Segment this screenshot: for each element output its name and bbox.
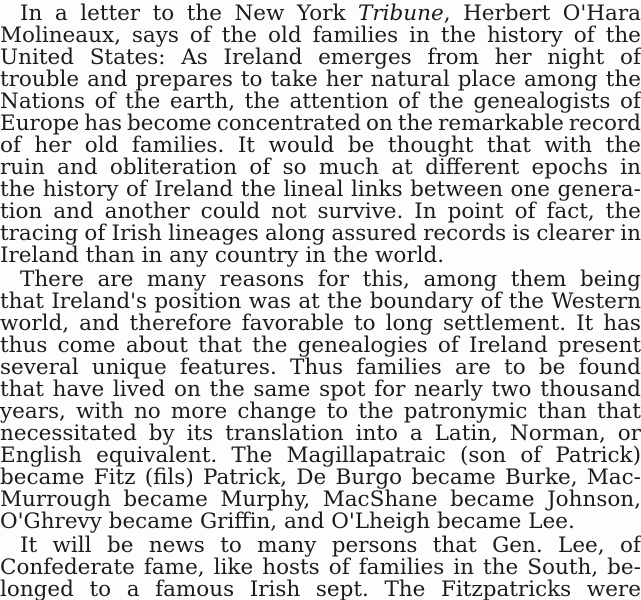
word: It [20,533,38,558]
word: several [0,355,79,380]
word: the [186,1,222,26]
word: letter [80,1,141,26]
word: Ireland [223,45,303,70]
word: Nations [0,89,85,114]
word: could [200,199,261,224]
word: patronymic [403,399,528,424]
word: remarkable [438,111,564,136]
word: another [104,199,190,224]
word: South, [527,555,599,580]
word: different [425,155,520,180]
word: Tribune, [358,1,451,26]
word: Latin, [434,421,498,446]
word: to [89,577,112,600]
word: has [84,111,122,136]
word: history [487,23,563,48]
text-line-last: Ireland than in any country in the world. [0,243,445,268]
word: same [253,377,311,402]
word: that [0,289,44,314]
word: genealogists [473,89,611,114]
word: have [52,377,105,402]
word: this, [362,267,410,292]
word: between [410,177,503,202]
word: old [84,133,119,158]
word: thought [387,133,474,158]
word: many [257,533,317,558]
word: of [249,155,271,180]
word: emerges [318,45,412,70]
word: change [237,399,317,424]
word: survive. [317,199,404,224]
word: were [586,577,641,600]
word: Europe [0,111,80,136]
word: at [391,155,413,180]
word: the [244,89,280,114]
word: the [209,377,245,402]
word: In [414,199,437,224]
word: the [440,23,477,48]
word: trouble [0,67,80,92]
word: about [125,333,188,358]
word: boundary [369,289,474,314]
word: night [547,45,605,70]
word: attention [289,89,389,114]
word: be [347,133,375,158]
word: the [605,133,641,158]
word: is [512,221,531,246]
word: her [494,45,532,70]
word: prepares [135,67,233,92]
word: not [271,199,307,224]
word: The [231,443,273,468]
word: present [557,333,641,358]
word: found [578,355,641,380]
word: of [520,443,542,468]
word: the [221,23,258,48]
word: became [411,465,496,490]
word: Patrick, [202,465,287,490]
word: to [354,311,376,336]
word: famous [155,577,235,600]
word: that [198,333,243,358]
word: of [619,89,641,114]
word: was [248,289,291,314]
word: settlement. [443,311,567,336]
word: Ireland [468,333,548,358]
text-line-last: O'Ghrevy became Griffin, and O'Lheigh became Lee. [0,509,575,534]
word: record [568,111,641,136]
word: Irish [249,577,301,600]
word: epochs [531,155,608,180]
word: Thus [289,355,344,380]
word: necessitated [0,421,137,446]
word: into [355,421,398,446]
word: The [384,577,426,600]
word: by [148,421,175,446]
word: Confederate [0,555,135,580]
word: fame, [143,555,205,580]
word: history [42,177,119,202]
word: be- [607,555,641,580]
word: New [234,1,285,26]
word: one [510,177,550,202]
word: at [298,289,320,314]
word: be [106,533,134,558]
word: of [94,89,116,114]
word: tion [0,199,43,224]
word: a [409,421,423,446]
word: assured [331,221,417,246]
word: the [240,177,276,202]
word: or [617,421,641,446]
word: Johnson, [547,487,641,512]
word: more [170,399,228,424]
word: and [53,199,94,224]
word: Burke, [505,465,578,490]
word: to [504,355,526,380]
word: In [20,1,43,26]
word: on [366,111,393,136]
word: States: [89,45,166,70]
word: that [0,377,44,402]
word: Norman, [509,421,606,446]
word: of [398,89,419,114]
word: families [358,555,445,580]
word: became [123,487,208,512]
word: for [374,377,406,402]
word: with [544,133,593,158]
word: the [428,89,464,114]
word: Irish [111,221,163,246]
word: of [437,333,459,358]
word: the [397,111,434,136]
word: of [189,23,211,48]
word: to [240,67,263,92]
word: the [605,23,641,48]
word: Patrick) [555,443,641,468]
word: the [605,199,641,224]
word: old [268,23,302,48]
word: long [385,311,434,336]
word: favorable [241,311,344,336]
word: in [620,221,641,246]
word: lineages [168,221,259,246]
word: Lee, [558,533,605,558]
word: O'Hara [562,1,641,26]
word: records [423,221,507,246]
word: point [447,199,504,224]
word: reasons [219,267,305,292]
word: come [57,333,116,358]
word: lived [112,377,166,402]
word: ruin [0,155,45,180]
word: translation [225,421,344,446]
word: says [131,23,179,48]
word: the [358,399,394,424]
word: lineal [283,177,344,202]
word: Murrough [0,487,111,512]
word: her [325,67,363,92]
word: unique [91,355,167,380]
word: like [213,555,254,580]
word: genera- [557,177,641,202]
word: are [455,355,491,380]
word: tracing [0,221,79,246]
word: of [328,555,350,580]
word: are [97,267,134,292]
word: De [296,465,327,490]
word: As [181,45,208,70]
word: fact, [546,199,595,224]
word: the [508,289,544,314]
word: world, [0,311,70,336]
word: to [326,399,349,424]
word: the [605,67,641,92]
word: Gen. [492,533,543,558]
word: from [427,45,479,70]
word: (fils) [144,465,194,490]
word: so [282,155,307,180]
word: Magillapatraic [286,443,446,468]
word: spot [319,377,366,402]
word: would [268,133,335,158]
word: among [423,267,498,292]
word: families [312,23,399,48]
word: Fitzpatricks [440,577,572,600]
word: of [480,289,502,314]
word: nearly [414,377,483,402]
word: years, [0,399,66,424]
word: links [350,177,403,202]
word: in [620,155,641,180]
word: hosts [262,555,320,580]
word: that [486,133,531,158]
word: along [265,221,326,246]
word: United [0,45,74,70]
word: Fitz [93,465,136,490]
word: persons [331,533,418,558]
word: of [620,45,641,70]
word: became [450,487,535,512]
word: longed [0,577,74,600]
word: with [76,399,124,424]
word: place [457,67,516,92]
word: thus [0,333,48,358]
word: MacShane [322,487,438,512]
word: and [79,311,120,336]
word: that [432,533,477,558]
word: Ireland [154,177,234,202]
word: natural [370,67,450,92]
word: and [87,67,128,92]
word: has [603,311,641,336]
word: much [318,155,380,180]
word: therefore [129,311,232,336]
word: among [523,67,598,92]
word: to [220,533,242,558]
word: than [537,399,587,424]
word: being [579,267,641,292]
word: its [186,421,214,446]
word: take [270,67,318,92]
word: them [510,267,567,292]
word: thousand [540,377,641,402]
word: Burgo [335,465,403,490]
word: obliteration [109,155,238,180]
word: on [174,377,201,402]
word: York [296,1,346,26]
word: that [596,399,641,424]
word: features. [179,355,277,380]
word: become [127,111,212,136]
word: earth, [169,89,236,114]
word: Mac- [586,465,641,490]
word: equivalent. [96,443,218,468]
word: There [20,267,84,292]
word: sept. [315,577,369,600]
word: news [148,533,205,558]
word: families [356,355,442,380]
word: and [57,155,98,180]
word: of [619,533,641,558]
word: Herbert [463,1,551,26]
word: the [483,555,519,580]
word: genealogies [297,333,428,358]
word: Molineaux, [0,23,121,48]
word: a [126,577,140,600]
word: Murphy, [220,487,311,512]
word: her [34,133,72,158]
word: the [125,89,161,114]
word: in [409,23,430,48]
word: English [0,443,82,468]
word: (son [459,443,507,468]
word: of [0,133,21,158]
word: to [152,1,175,26]
word: It [576,311,594,336]
word: became [0,465,85,490]
word: no [133,399,161,424]
word: a [54,1,68,26]
word: for [317,267,350,292]
word: clearer [536,221,615,246]
word: many [146,267,207,292]
word: position [154,289,242,314]
word: two [491,377,532,402]
word: of [125,177,147,202]
word: concentrated [216,111,361,136]
word: be [538,355,566,380]
word: It [237,133,255,158]
word: the [252,333,288,358]
word: the [0,177,36,202]
word: of [573,23,595,48]
word: of [514,199,536,224]
text-line [0,578,641,600]
word: Ireland's [51,289,148,314]
word: in [453,555,475,580]
word: families. [131,133,225,158]
word: the [327,289,363,314]
word: Western [551,289,641,314]
word: will [52,533,92,558]
word: of [84,221,106,246]
